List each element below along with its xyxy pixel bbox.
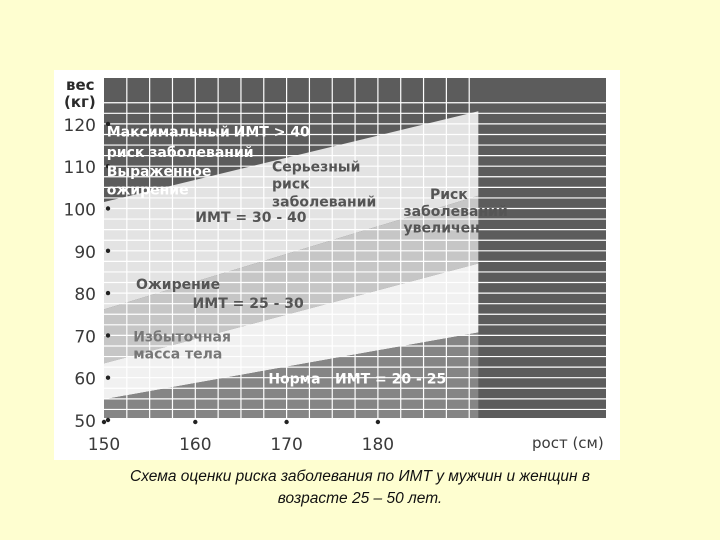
y-tick-label: 60 [74,369,96,390]
y-tick-dot [106,376,110,380]
annotation-bmi-20-25: ИМТ = 20 - 25 [334,371,447,388]
y-tick-dot [106,418,110,422]
y-axis-title-line-1: вес [66,76,95,94]
y-tick-label: 80 [74,285,96,306]
annotation-bmi-25-30: ИМТ = 25 - 30 [192,295,304,312]
y-tick-label: 90 [74,242,96,263]
x-tick-label: 170 [270,435,303,455]
x-tick-dot [193,420,197,424]
x-tick-label: 160 [179,435,212,455]
y-tick-dot [106,206,110,210]
y-tick-label: 110 [63,158,96,179]
annotation-norma: Норма [268,371,321,388]
figure-caption [40,466,680,510]
annotation-serious-1: Серьезный [271,159,361,176]
annotation-increased-3: увеличен [403,220,480,237]
x-tick-label: 150 [87,435,121,455]
annotation-obesity: Ожирение [135,276,221,293]
y-tick-label: 50 [74,412,96,432]
x-tick-dot [102,420,106,424]
annotation-serious-2: риск [271,176,310,193]
annotation-excess-1: Избыточная [133,329,231,346]
y-tick-dot [106,291,110,295]
annotation-pronounced-2: ожирение [106,182,189,199]
annotation-bmi-30-40: ИМТ = 30 - 40 [195,210,307,227]
y-tick-label: 70 [74,327,96,348]
x-tick-dot [376,420,380,424]
y-tick-dot [106,333,110,337]
x-tick-label: 180 [361,435,395,455]
caption-line-2: возрасте 25 – 50 лет. [277,490,443,507]
x-tick-dot [284,420,288,424]
y-axis-title-line-2: (кг) [64,93,96,111]
caption-line-1: Схема оценки риска заболевания по ИМТ у мужчин и женщин в [130,468,590,485]
annotation-excess-2: масса тела [133,346,223,363]
bmi-risk-chart [54,70,620,460]
annotation-serious-3: заболеваний [271,194,377,211]
y-tick-label: 120 [63,115,96,136]
annotation-bmi-over-40: ИМТ > 40 [233,124,310,141]
annotation-max-risk-2: риск заболеваний [106,144,254,161]
y-tick-label: 100 [63,200,96,221]
annotation-increased-2: заболеваний [403,204,508,221]
annotation-pronounced-1: Выраженное [106,163,212,180]
x-axis-title: рост (см) [532,434,604,452]
annotation-max-risk-1: Максимальный [106,124,230,141]
annotation-increased-1: Риск [429,187,468,204]
y-tick-dot [106,249,110,253]
chart-figure [54,70,620,460]
